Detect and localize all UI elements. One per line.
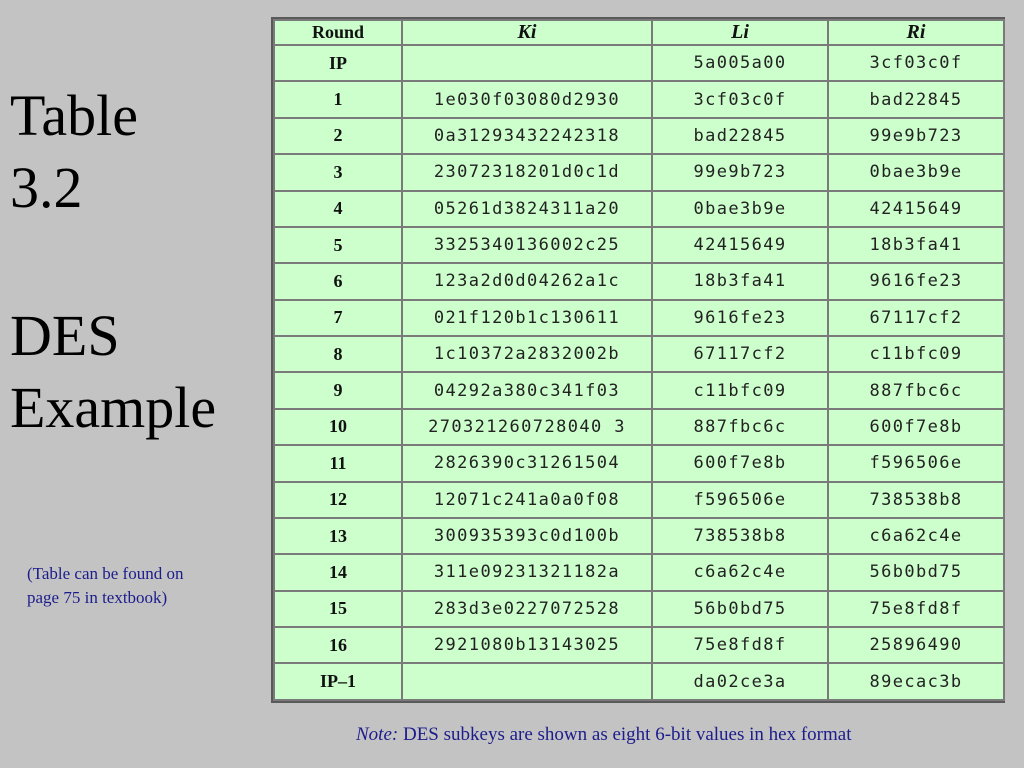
note-text: DES subkeys are shown as eight 6-bit values in hex format: [398, 724, 852, 745]
table-row: [274, 191, 1004, 227]
li-cell: 3cf03c0f: [652, 81, 828, 117]
title-line-3: DES: [10, 303, 120, 368]
round-cell: IP: [274, 45, 402, 81]
note-label: Note:: [356, 724, 399, 745]
table-row: [274, 554, 1004, 590]
ki-cell: 05261d3824311a20: [402, 191, 652, 227]
ri-cell: bad22845: [828, 81, 1004, 117]
table-row: [274, 518, 1004, 554]
ki-cell: [402, 45, 652, 81]
table-row: [274, 45, 1004, 81]
round-cell: 14: [274, 554, 402, 590]
table-row: [274, 263, 1004, 299]
ki-cell: 2826390c31261504: [402, 445, 652, 481]
table-header-row: [274, 20, 1004, 45]
des-table-frame: [271, 17, 1005, 703]
round-cell: 1: [274, 81, 402, 117]
table-row: [274, 409, 1004, 445]
ri-cell: 67117cf2: [828, 300, 1004, 336]
round-cell: 15: [274, 591, 402, 627]
li-cell: 75e8fd8f: [652, 627, 828, 663]
ri-cell: 887fbc6c: [828, 372, 1004, 408]
li-cell: 5a005a00: [652, 45, 828, 81]
round-cell: 3: [274, 154, 402, 190]
ri-cell: 99e9b723: [828, 118, 1004, 154]
li-cell: 0bae3b9e: [652, 191, 828, 227]
header-ri: Ri: [828, 20, 1004, 45]
table-row: [274, 663, 1004, 700]
ki-cell: 300935393c0d100b: [402, 518, 652, 554]
ki-cell: 1c10372a2832002b: [402, 336, 652, 372]
ki-cell: 311e09231321182a: [402, 554, 652, 590]
ri-cell: 75e8fd8f: [828, 591, 1004, 627]
li-cell: 56b0bd75: [652, 591, 828, 627]
table-row: [274, 372, 1004, 408]
table-row: [274, 154, 1004, 190]
des-example-table: [273, 19, 1005, 701]
li-cell: 9616fe23: [652, 300, 828, 336]
ki-cell: 0a31293432242318: [402, 118, 652, 154]
ki-cell: 1e030f03080d2930: [402, 81, 652, 117]
table-row: [274, 300, 1004, 336]
round-cell: 12: [274, 482, 402, 518]
round-cell: 10: [274, 409, 402, 445]
title-line-1: Table: [10, 83, 138, 148]
table-note: [356, 724, 852, 746]
li-cell: 887fbc6c: [652, 409, 828, 445]
round-cell: IP–1: [274, 663, 402, 700]
li-cell: da02ce3a: [652, 663, 828, 700]
li-cell: f596506e: [652, 482, 828, 518]
caption-line-1: (Table can be found on: [27, 564, 184, 583]
ri-cell: c6a62c4e: [828, 518, 1004, 554]
li-cell: 738538b8: [652, 518, 828, 554]
round-cell: 6: [274, 263, 402, 299]
round-cell: 5: [274, 227, 402, 263]
ri-cell: 738538b8: [828, 482, 1004, 518]
table-row: [274, 482, 1004, 518]
ki-cell: 12071c241a0a0f08: [402, 482, 652, 518]
ri-cell: 600f7e8b: [828, 409, 1004, 445]
table-row: [274, 591, 1004, 627]
li-cell: 42415649: [652, 227, 828, 263]
slide-title: [10, 80, 260, 444]
round-cell: 13: [274, 518, 402, 554]
ri-cell: 18b3fa41: [828, 227, 1004, 263]
ki-cell: 283d3e0227072528: [402, 591, 652, 627]
li-cell: 99e9b723: [652, 154, 828, 190]
table-row: [274, 81, 1004, 117]
round-cell: 4: [274, 191, 402, 227]
ki-cell: 021f120b1c130611: [402, 300, 652, 336]
li-cell: 600f7e8b: [652, 445, 828, 481]
ri-cell: c11bfc09: [828, 336, 1004, 372]
li-cell: 18b3fa41: [652, 263, 828, 299]
round-cell: 8: [274, 336, 402, 372]
ki-cell: 123a2d0d04262a1c: [402, 263, 652, 299]
ki-cell: [402, 663, 652, 700]
ri-cell: 25896490: [828, 627, 1004, 663]
table-source-caption: [27, 562, 247, 610]
table-row: [274, 118, 1004, 154]
header-round: Round: [274, 20, 402, 45]
title-line-2: 3.2: [10, 155, 83, 220]
li-cell: c6a62c4e: [652, 554, 828, 590]
table-row: [274, 336, 1004, 372]
ri-cell: 0bae3b9e: [828, 154, 1004, 190]
ri-cell: 9616fe23: [828, 263, 1004, 299]
ri-cell: 3cf03c0f: [828, 45, 1004, 81]
ki-cell: 270321260728040 3: [402, 409, 652, 445]
ki-cell: 2921080b13143025: [402, 627, 652, 663]
table-row: [274, 445, 1004, 481]
li-cell: c11bfc09: [652, 372, 828, 408]
table-body: [274, 45, 1004, 700]
round-cell: 2: [274, 118, 402, 154]
table-row: [274, 227, 1004, 263]
round-cell: 9: [274, 372, 402, 408]
header-ki: Ki: [402, 20, 652, 45]
li-cell: 67117cf2: [652, 336, 828, 372]
ri-cell: 42415649: [828, 191, 1004, 227]
ri-cell: f596506e: [828, 445, 1004, 481]
header-li: Li: [652, 20, 828, 45]
round-cell: 7: [274, 300, 402, 336]
ki-cell: 23072318201d0c1d: [402, 154, 652, 190]
table-row: [274, 627, 1004, 663]
round-cell: 11: [274, 445, 402, 481]
ri-cell: 56b0bd75: [828, 554, 1004, 590]
ki-cell: 04292a380c341f03: [402, 372, 652, 408]
li-cell: bad22845: [652, 118, 828, 154]
ri-cell: 89ecac3b: [828, 663, 1004, 700]
caption-line-2: page 75 in textbook): [27, 588, 168, 607]
round-cell: 16: [274, 627, 402, 663]
ki-cell: 3325340136002c25: [402, 227, 652, 263]
title-line-4: Example: [10, 375, 217, 440]
